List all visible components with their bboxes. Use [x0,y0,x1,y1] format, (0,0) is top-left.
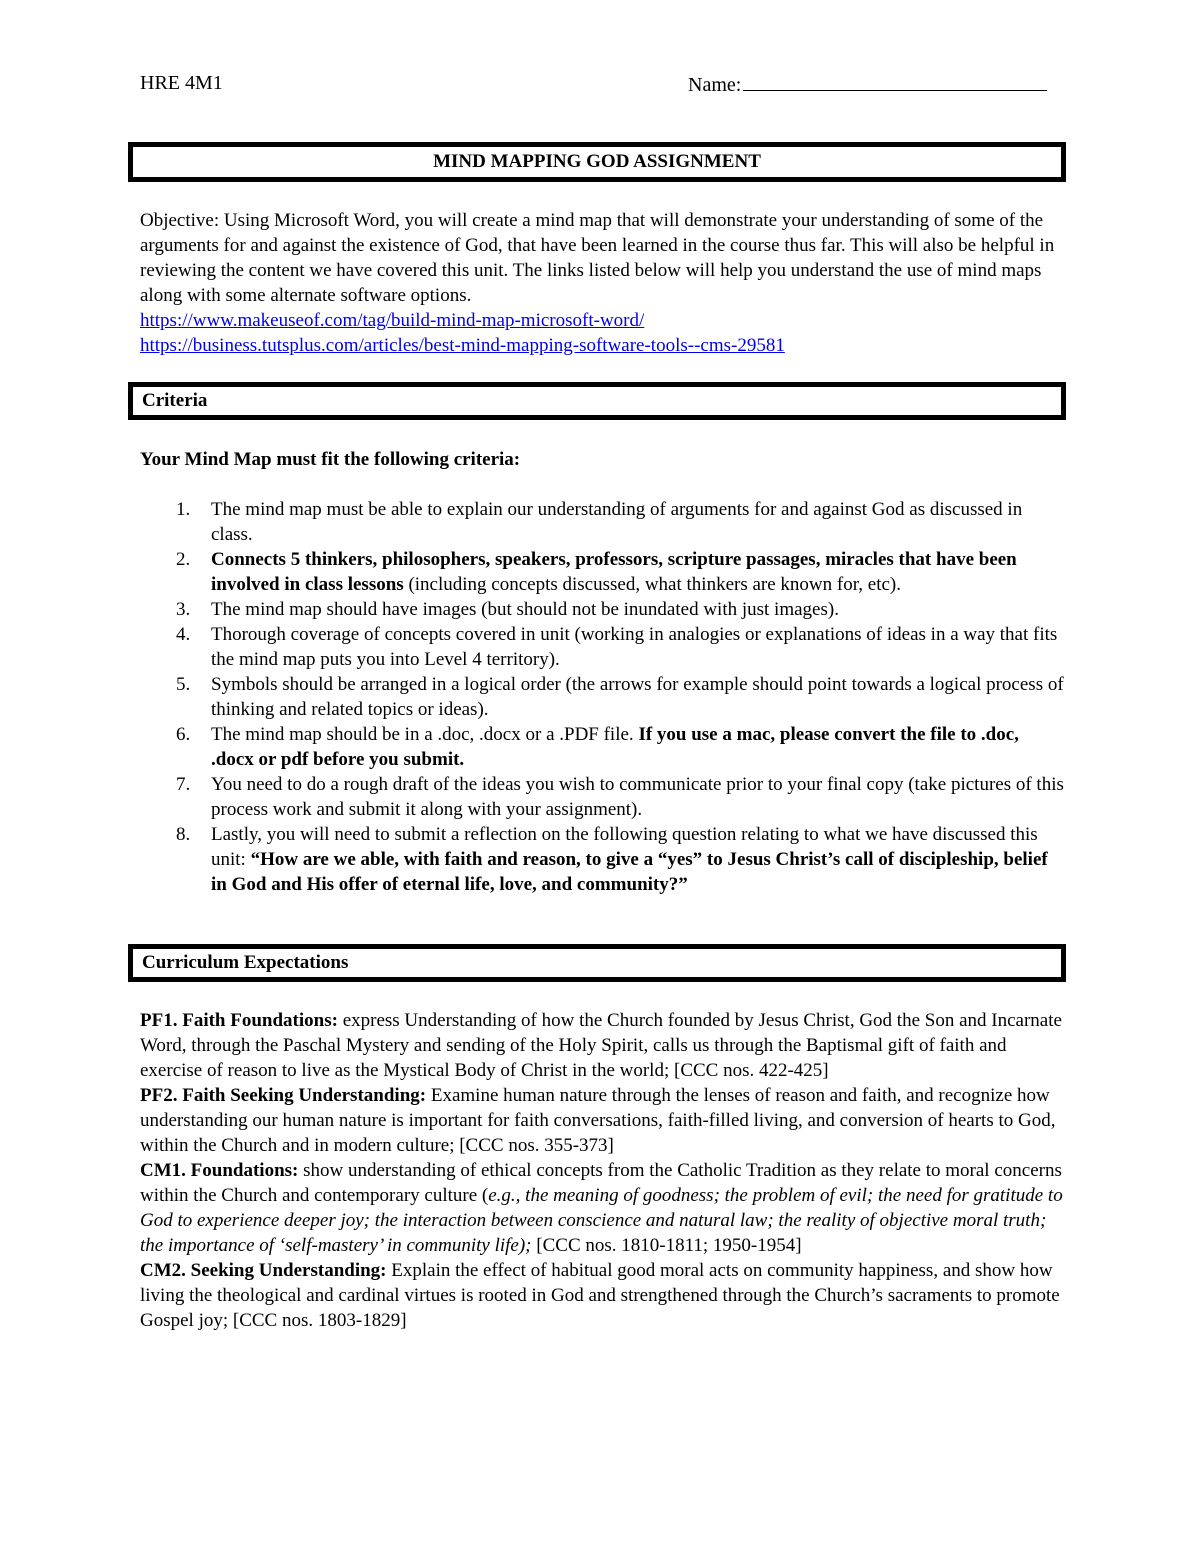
criteria-item-number: 6. [176,724,191,745]
assignment-title: MIND MAPPING GOD ASSIGNMENT [433,151,761,172]
criteria-item-number: 2. [176,549,191,570]
expectation-item [140,1158,1065,1258]
criteria-heading: Criteria [142,390,208,411]
expectation-text-after: [CCC nos. 1810-1811; 1950-1954] [531,1235,802,1256]
criteria-item-text: The mind map should be in a .doc, .docx or a .PDF file. [211,724,639,745]
expectation-text: Examine human nature through the lenses of reason and faith, and recognize how understanding our human nature is important for faith conversations, faith-filled living, and conversion of hearts to God, within the Church and in modern culture; [CCC nos. 355-373] [140,1085,1056,1156]
reflection-question: “How are we able, with faith and reason, to give a “yes” to Jesus Christ’s call of discipleship, belief in God and His offer of eternal life, love, and community?” [211,849,1048,895]
criteria-item-text: The mind map should have images (but should not be inundated with just images). [211,599,839,620]
criteria-item [140,722,1065,772]
tutsplus-link[interactable]: https://business.tutsplus.com/articles/best-mind-mapping-software-tools--cms-29581 [140,335,785,356]
criteria-item [140,672,1065,722]
document-header [140,72,1070,100]
expectation-item [140,1083,1065,1158]
expectation-text: express Understanding of how the Church founded by Jesus Christ, God the Son and Incarnate Word, through the Paschal Mystery and sending of the Holy Spirit, calls us through the Baptismal gift of faith and exercise of reason to live as the Mystical Body of Christ in the world; [CCC nos. 422-425] [140,1010,1062,1081]
criteria-item-number: 1. [176,499,191,520]
criteria-item-number: 7. [176,774,191,795]
criteria-item-number: 3. [176,599,191,620]
expectation-label: PF2. Faith Seeking Understanding: [140,1085,427,1106]
criteria-item [140,772,1065,822]
criteria-item-text: The mind map must be able to explain our understanding of arguments for and against God as discussed in class. [211,499,1023,545]
makeuseof-link[interactable]: https://www.makeuseof.com/tag/build-mind-map-microsoft-word/ [140,310,645,331]
expectation-item [140,1258,1065,1333]
expectation-text: Explain the effect of habitual good moral acts on community happiness, and show how living the theological and cardinal virtues is rooted in God and strengthened through the Church’s sacraments to promote Gospel joy; [CCC nos. 1803-1829] [140,1260,1060,1331]
curriculum-heading: Curriculum Expectations [142,952,349,973]
criteria-item [140,822,1065,897]
criteria-intro: Your Mind Map must fit the following criteria: [140,449,521,470]
criteria-item-text: (including concepts discussed, what thinkers are known for, etc). [403,574,902,595]
expectation-label: CM2. Seeking Understanding: [140,1260,387,1281]
curriculum-expectations [140,1008,1065,1333]
criteria-item [140,622,1065,672]
expectation-label: CM1. Foundations: [140,1160,299,1181]
criteria-list [140,497,1065,897]
expectation-label: PF1. Faith Foundations: [140,1010,338,1031]
criteria-item-text: Lastly, you will need to submit a reflection on the following question relating to what we have discussed this unit: [211,824,1038,870]
criteria-item-text: You need to do a rough draft of the ideas you wish to communicate prior to your final copy (take pictures of this process work and submit it along with your assignment). [211,774,1064,820]
criteria-item [140,597,1065,622]
criteria-item-bold-text: If you use a mac, please convert the file to .doc, .docx or pdf before you submit. [211,724,1019,770]
criteria-item-number: 8. [176,824,191,845]
criteria-item-bold-text: Connects 5 thinkers, philosophers, speakers, professors, scripture passages, miracles that have been involved in class lessons [211,549,1017,595]
criteria-item-text: Symbols should be arranged in a logical order (the arrows for example should point towards a logical process of thinking and related topics or ideas). [211,674,1064,720]
criteria-item-number: 5. [176,674,191,695]
name-field [688,72,1047,97]
expectation-italic-text: e.g., the meaning of goodness; the problem of evil; the need for gratitude to God to experience deeper joy; the interaction between conscience and natural law; the reality of objective moral truth; the importance of ‘self-mastery’ in community life); [140,1185,1063,1256]
assignment-title-box [128,142,1066,182]
name-label: Name: [688,74,742,96]
curriculum-heading-box [128,944,1066,982]
criteria-item-text: Thorough coverage of concepts covered in unit (working in analogies or explanations of ideas in a way that fits the mind map puts you into Level 4 territory). [211,624,1058,670]
criteria-heading-box [128,382,1066,420]
name-blank-line [743,72,1047,91]
expectation-text: show understanding of ethical concepts from the Catholic Tradition as they relate to moral concerns within the Church and contemporary culture ( [140,1160,1062,1206]
criteria-item-number: 4. [176,624,191,645]
objective-text: Objective: Using Microsoft Word, you will create a mind map that will demonstrate your understanding of some of the arguments for and against the existence of God, that have been learned in the course thus far. This will also be helpful in reviewing the content we have covered this unit. The links listed below will help you understand the use of mind maps along with some alternate software options. [140,210,1055,306]
criteria-item [140,497,1065,547]
criteria-item [140,547,1065,597]
course-code: HRE 4M1 [140,72,223,94]
objective-section [140,208,1070,358]
expectation-item [140,1008,1065,1083]
